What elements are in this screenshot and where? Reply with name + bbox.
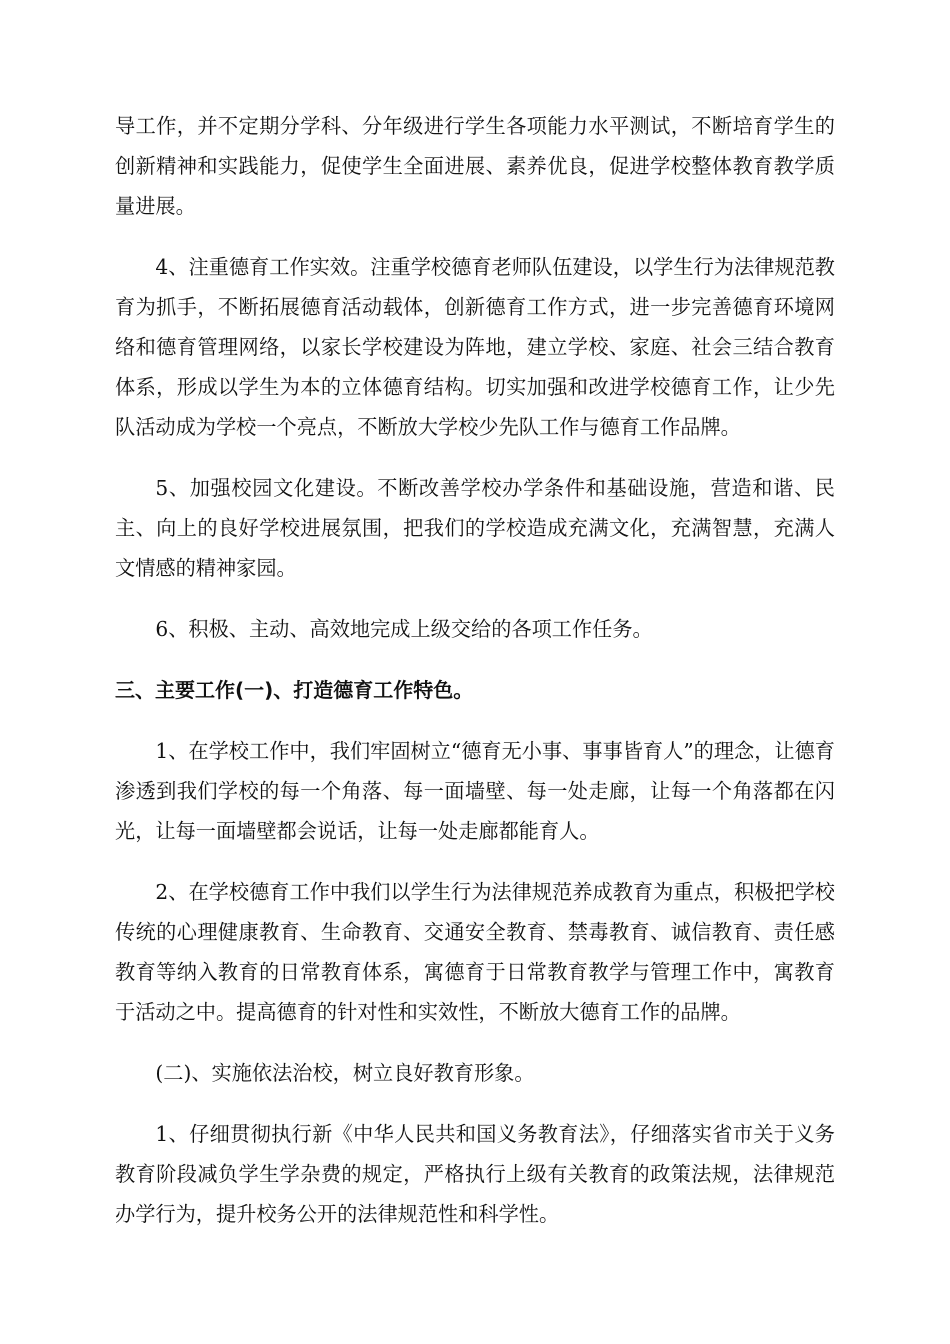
paragraph-item-5: 5、加强校园文化建设。不断改善学校办学条件和基础设施，营造和谐、民主、向上的良好学校进展氛围，把我们的学校造成充满文化，充满智慧，充满人文情感的精神家园。 (115, 476, 835, 580)
document-body (115, 106, 835, 1255)
paragraph-item-4: 4、注重德育工作实效。注重学校德育老师队伍建设，以学生行为法律规范教育为抓手，不断拓展德育活动载体，创新德育工作方式，进一步完善德育环境网络和德育管理网络，以家长学校建设为阵地，建立学校、家庭、社会三结合教育体系，形成以学生为本的立体德育结构。切实加强和改进学校德育工作，让少先队活动成为学校一个亮点，不断放大学校少先队工作与德育工作品牌。 (115, 255, 835, 439)
paragraph-item-6: 6、积极、主动、高效地完成上级交给的各项工作任务。 (155, 617, 653, 641)
paragraph-moral-1: 1、在学校工作中，我们牢固树立“德育无小事、事事皆育人”的理念，让德育渗透到我们学校的每一个角落、每一面墙壁、每一处走廊，让每一个角落都在闪光，让每一面墙壁都会说话，让每一处走廊都能育人。 (115, 739, 835, 843)
paragraph-moral-2: 2、在学校德育工作中我们以学生行为法律规范养成教育为重点，积极把学校传统的心理健康教育、生命教育、交通安全教育、禁毒教育、诚信教育、责任感教育等纳入教育的日常教育体系，寓德育于日常教育教学与管理工作中，寓教育于活动之中。提高德育的针对性和实效性，不断放大德育工作的品牌。 (115, 880, 835, 1024)
subsection-heading-rule-of-law: (二)、实施依法治校，树立良好教育形象。 (155, 1061, 535, 1085)
paragraph-law-1: 1、仔细贯彻执行新《中华人民共和国义务教育法》，仔细落实省市关于义务教育阶段减负学生学杂费的规定，严格执行上级有关教育的政策法规，法律规范办学行为，提升校务公开的法律规范性和科学性。 (115, 1122, 835, 1226)
section-heading-main-work: 三、主要工作(一)、打造德育工作特色。 (115, 678, 474, 702)
paragraph-continued: 导工作，并不定期分学科、分年级进行学生各项能力水平测试，不断培育学生的创新精神和实践能力，促使学生全面进展、素养优良，促进学校整体教育教学质量进展。 (115, 114, 835, 218)
